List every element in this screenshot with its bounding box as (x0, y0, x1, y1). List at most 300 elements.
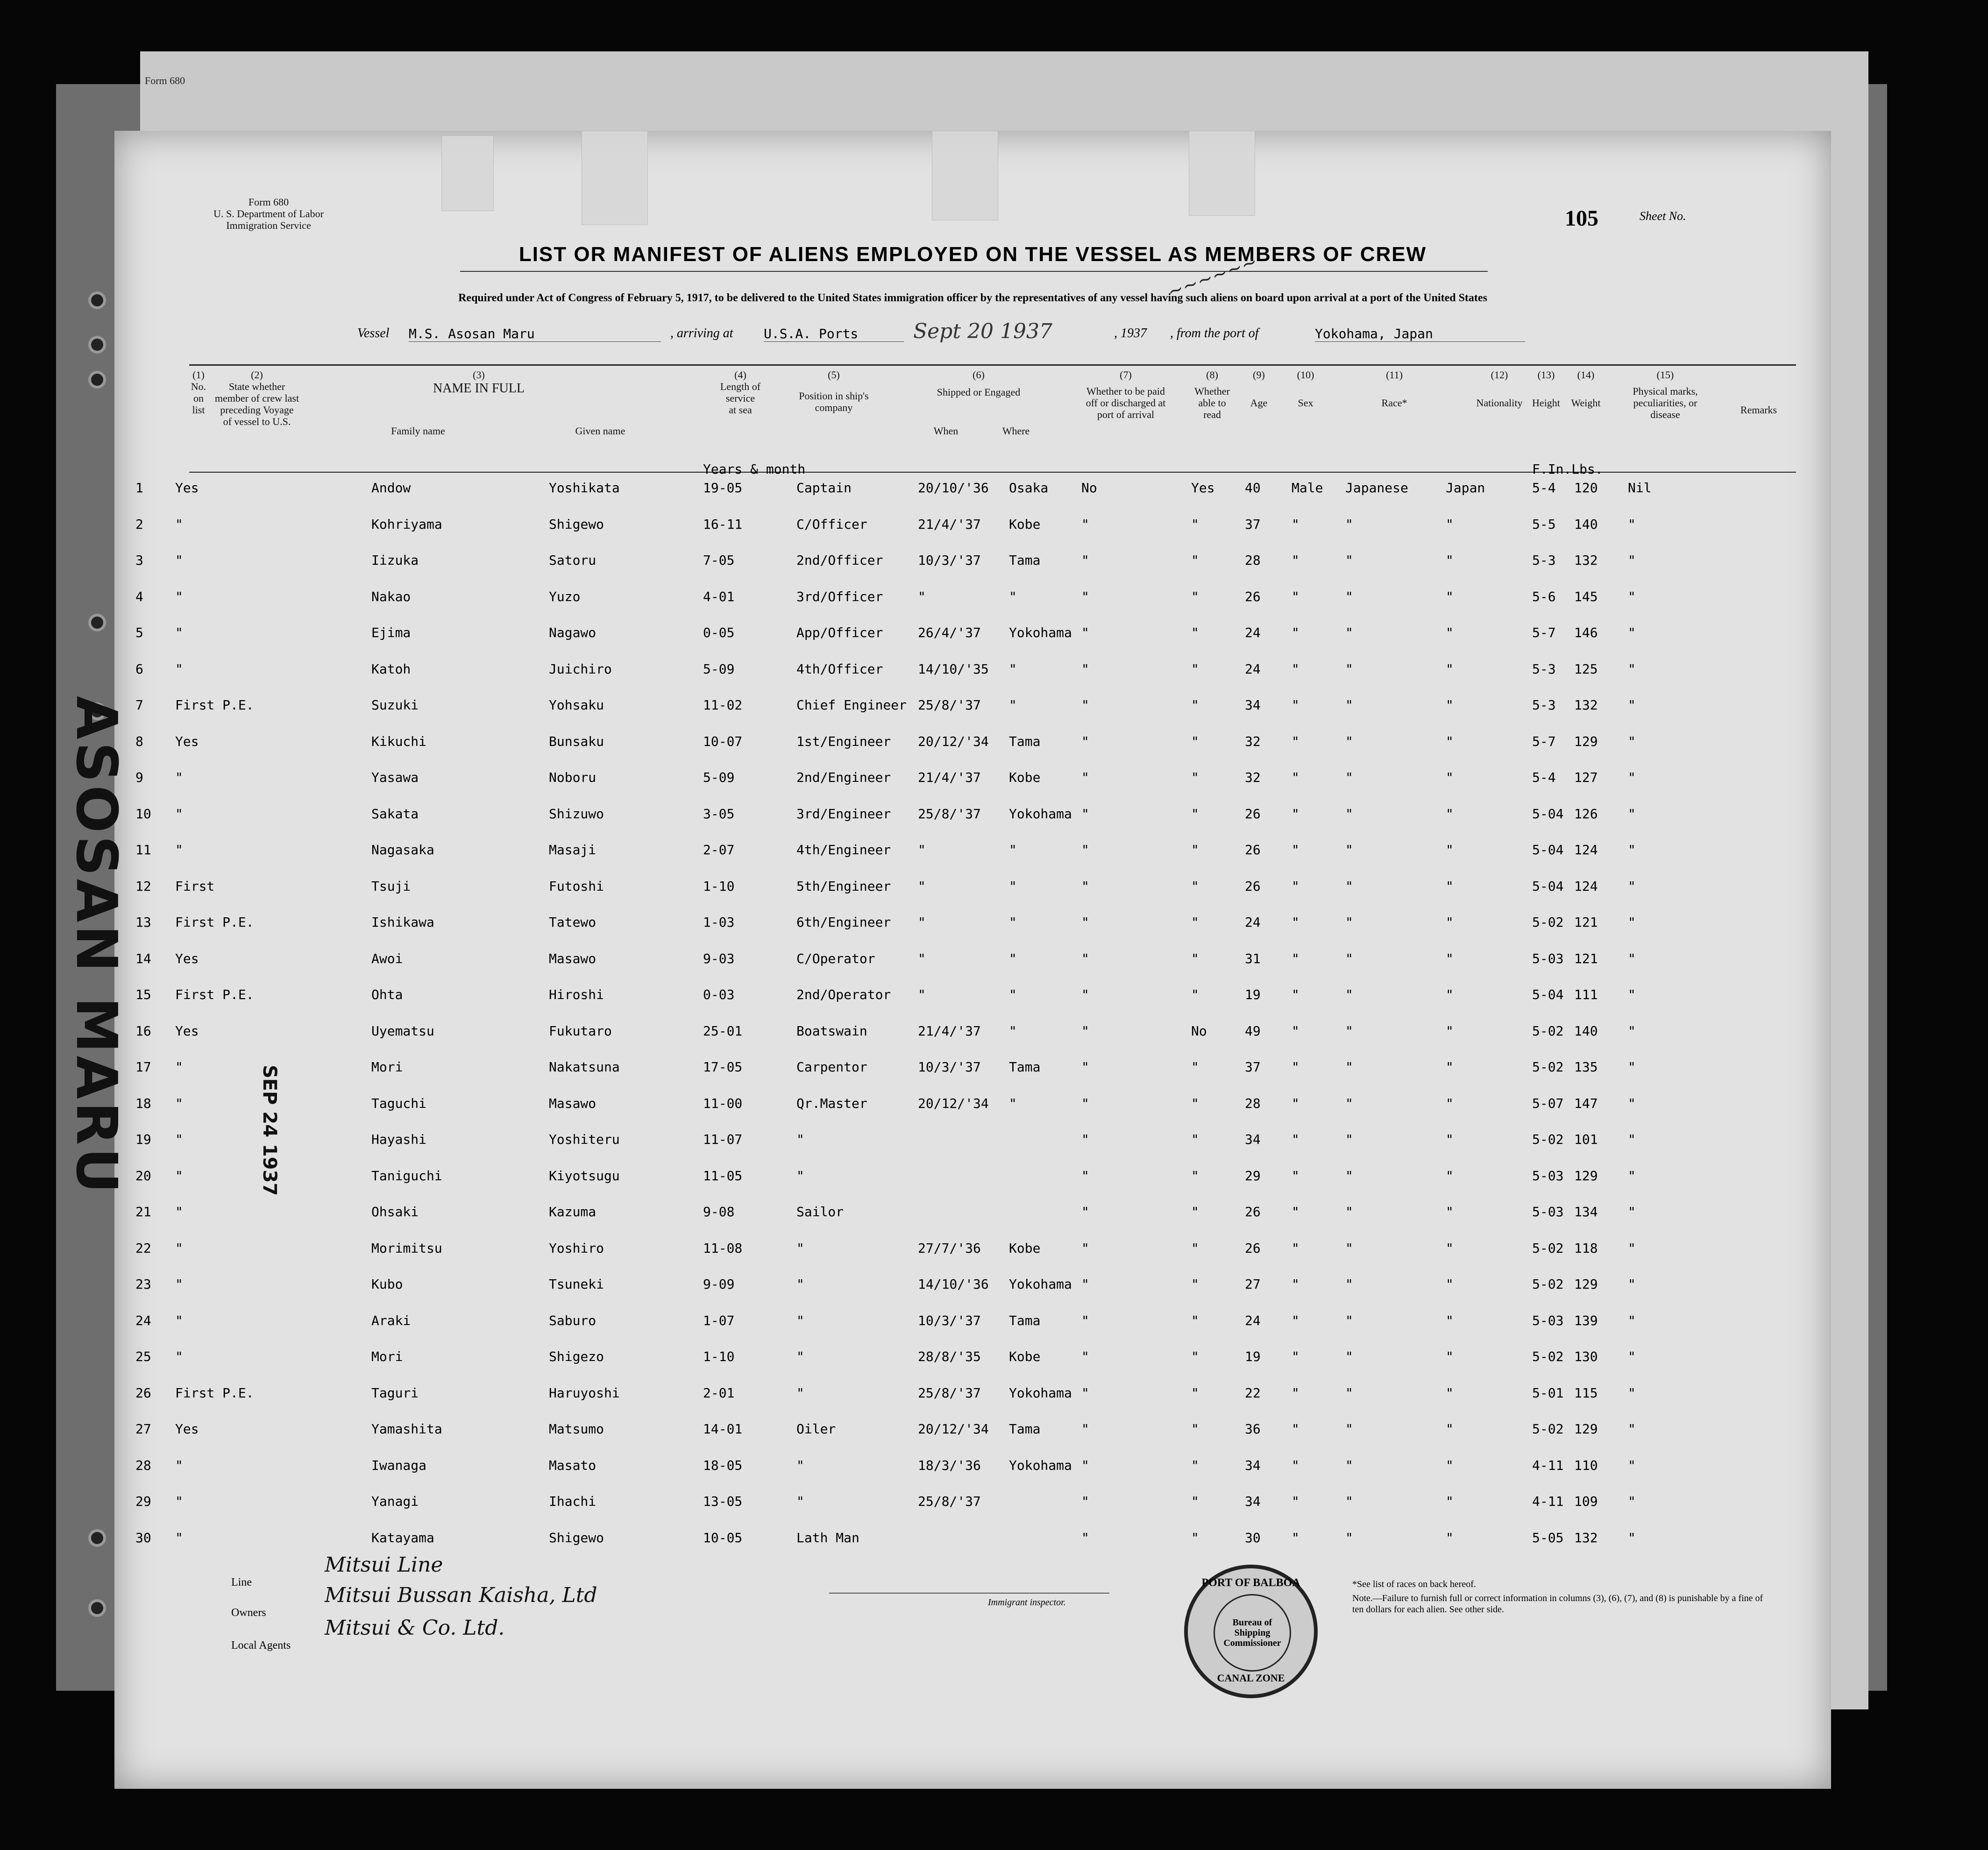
cell-sex: " (1292, 770, 1299, 785)
cell-height: 5-03 (1532, 1168, 1564, 1184)
cell-sex: " (1292, 1457, 1299, 1473)
service: Immigration Service (226, 220, 311, 231)
cell-previous-voyage: First P.E. (175, 914, 254, 930)
cell-position: " (796, 1240, 804, 1256)
table-row (114, 1132, 1831, 1150)
cell-paid-off: " (1081, 770, 1089, 785)
inspector-signature-line (829, 1593, 1109, 1594)
cell-family-name: Morimitsu (371, 1240, 442, 1256)
table-row (114, 1023, 1831, 1042)
cell-age: 24 (1245, 661, 1261, 677)
cell-weight: 118 (1574, 1240, 1598, 1256)
cell-nationality: " (1446, 1204, 1454, 1219)
cell-sex: " (1292, 516, 1299, 532)
cell-height: 5-01 (1532, 1385, 1564, 1401)
tape-strip (1189, 131, 1255, 216)
cell-race: " (1345, 1494, 1353, 1509)
col-race-header: (11) Race* (1381, 369, 1407, 409)
cell-paid-off: " (1081, 516, 1089, 532)
cell-physical-marks: " (1628, 625, 1636, 640)
cell-service-length: 2-01 (703, 1385, 735, 1401)
cell-sex: " (1292, 733, 1299, 749)
cell-previous-voyage: " (175, 1276, 183, 1292)
cell-previous-voyage: Yes (175, 950, 199, 966)
col-weight-header: (14) Weight (1571, 369, 1601, 409)
table-row (114, 987, 1831, 1006)
table-row (114, 661, 1831, 680)
cell-physical-marks: " (1628, 878, 1636, 894)
col-paid-off-header: (7) Whether to be paid off or discharged at port of arrival (1086, 369, 1166, 420)
cell-age: 37 (1245, 516, 1261, 532)
cell-age: 31 (1245, 950, 1261, 966)
cell-shipped-where: " (1009, 1095, 1017, 1111)
cell-service-length: 2-07 (703, 842, 735, 858)
cell-physical-marks: " (1628, 1421, 1636, 1437)
cell-able-to-read: " (1191, 1168, 1199, 1184)
cell-shipped-where: Kobe (1009, 516, 1041, 532)
table-row (114, 480, 1831, 499)
cell-position: " (796, 1132, 804, 1147)
cell-race: " (1345, 661, 1353, 677)
cell-nationality: " (1446, 987, 1454, 1002)
col-nationality-header: (12) Nationality (1476, 369, 1523, 409)
cell-able-to-read: " (1191, 1204, 1199, 1219)
cell-given-name: Masaji (549, 842, 596, 858)
col-remarks-header: Remarks (1740, 404, 1777, 416)
cell-given-name: Yoshikata (549, 480, 620, 496)
cell-service-length: 9-09 (703, 1276, 735, 1292)
cell-age: 29 (1245, 1168, 1261, 1184)
cell-given-name: Hiroshi (549, 987, 604, 1002)
cell-sex: " (1292, 1530, 1299, 1545)
cell-shipped-where: Kobe (1009, 1349, 1041, 1364)
line-label: Line (231, 1576, 252, 1588)
cell-able-to-read: " (1191, 661, 1199, 677)
cell-row-number: 3 (135, 553, 143, 568)
cell-height: 5-7 (1532, 625, 1556, 640)
cell-nationality: " (1446, 770, 1454, 785)
cell-able-to-read: " (1191, 1312, 1199, 1328)
cell-able-to-read: " (1191, 1421, 1199, 1437)
cell-height: 5-3 (1532, 661, 1556, 677)
table-row (114, 951, 1831, 970)
cell-family-name: Awoi (371, 950, 403, 966)
cell-shipped-when: 20/10/'36 (918, 480, 989, 496)
arriving-label: , arriving at (670, 326, 733, 340)
cell-shipped-when: 10/3/'37 (918, 553, 981, 568)
cell-previous-voyage: " (175, 806, 183, 822)
cell-physical-marks: " (1628, 770, 1636, 785)
cell-family-name: Ohsaki (371, 1204, 419, 1219)
cell-height: 5-03 (1532, 1204, 1564, 1219)
cell-sex: " (1292, 588, 1299, 604)
cell-family-name: Ejima (371, 625, 411, 640)
cell-paid-off: No (1081, 480, 1097, 496)
cell-race: " (1345, 697, 1353, 713)
cell-height: 5-07 (1532, 1095, 1564, 1111)
cell-previous-voyage: " (175, 516, 183, 532)
cell-row-number: 19 (135, 1132, 151, 1147)
col-no-header: (1) No. on list (191, 369, 206, 416)
cell-age: 34 (1245, 1457, 1261, 1473)
cell-race: " (1345, 733, 1353, 749)
cell-age: 24 (1245, 625, 1261, 640)
cell-position: Chief Engineer (796, 697, 907, 713)
cell-race: " (1345, 1530, 1353, 1545)
cell-row-number: 6 (135, 661, 143, 677)
cell-service-length: 16-11 (703, 516, 743, 532)
sheet-number: 105 (1565, 206, 1598, 231)
cell-physical-marks: " (1628, 1240, 1636, 1256)
cell-shipped-where: Tama (1009, 553, 1041, 568)
cell-service-length: 0-03 (703, 987, 735, 1002)
cell-row-number: 12 (135, 878, 151, 894)
cell-nationality: " (1446, 516, 1454, 532)
cell-height: 5-4 (1532, 480, 1556, 496)
cell-height: 5-04 (1532, 987, 1564, 1002)
cell-paid-off: " (1081, 1349, 1089, 1364)
cell-race: " (1345, 806, 1353, 822)
cell-previous-voyage: " (175, 770, 183, 785)
cell-race: " (1345, 1132, 1353, 1147)
cell-previous-voyage: " (175, 1312, 183, 1328)
cell-family-name: Mori (371, 1349, 403, 1364)
cell-shipped-when: 20/12/'34 (918, 1421, 989, 1437)
col-age-header: (9) Age (1250, 369, 1268, 409)
cell-sex: " (1292, 697, 1299, 713)
cell-physical-marks: " (1628, 1349, 1636, 1364)
cell-position: Qr.Master (796, 1095, 867, 1111)
cell-position: Carpentor (796, 1059, 867, 1075)
cell-shipped-when: 25/8/'37 (918, 1494, 981, 1509)
cell-age: 40 (1245, 480, 1261, 496)
table-row (114, 914, 1831, 933)
cell-given-name: Kiyotsugu (549, 1168, 620, 1184)
cell-height: 5-05 (1532, 1530, 1564, 1545)
cell-age: 22 (1245, 1385, 1261, 1401)
cell-given-name: Masawo (549, 1095, 596, 1111)
vessel-label: Vessel (357, 326, 390, 340)
cell-sex: " (1292, 950, 1299, 966)
col-family-name-header: Family name (391, 425, 445, 437)
cell-position: 6th/Engineer (796, 914, 891, 930)
cell-able-to-read: " (1191, 553, 1199, 568)
cell-family-name: Kohriyama (371, 516, 442, 532)
cell-family-name: Katayama (371, 1530, 434, 1545)
col-previous-voyage-header: (2) State whether member of crew last preceding Voyage of vessel to U.S. (214, 369, 299, 427)
cell-row-number: 28 (135, 1457, 151, 1473)
margin-handwriting: ~~~~~~ (1164, 250, 1260, 304)
cell-shipped-where: Tama (1009, 733, 1041, 749)
cell-nationality: " (1446, 1385, 1454, 1401)
cell-age: 24 (1245, 1312, 1261, 1328)
cell-weight: 121 (1574, 950, 1598, 966)
cell-given-name: Nagawo (549, 625, 596, 640)
cell-previous-voyage: " (175, 1240, 183, 1256)
cell-service-length: 11-07 (703, 1132, 743, 1147)
cell-weight: 129 (1574, 1168, 1598, 1184)
cell-shipped-when: 20/12/'34 (918, 1095, 989, 1111)
cell-weight: 115 (1574, 1385, 1598, 1401)
cell-paid-off: " (1081, 1494, 1089, 1509)
races-note: *See list of races on back hereof. (1352, 1579, 1476, 1589)
cell-shipped-where: Yokohama (1009, 1385, 1072, 1401)
table-row (114, 625, 1831, 644)
cell-weight: 125 (1574, 661, 1598, 677)
cell-paid-off: " (1081, 1276, 1089, 1292)
cell-previous-voyage: Yes (175, 1421, 199, 1437)
cell-position: Boatswain (796, 1023, 867, 1039)
cell-weight: 132 (1574, 1530, 1598, 1545)
cell-service-length: 11-08 (703, 1240, 743, 1256)
cell-weight: 132 (1574, 553, 1598, 568)
cell-service-length: 14-01 (703, 1421, 743, 1437)
cell-previous-voyage: First (175, 878, 215, 894)
cell-height: 5-4 (1532, 770, 1556, 785)
cell-previous-voyage: " (175, 842, 183, 858)
cell-given-name: Yuzo (549, 588, 581, 604)
cell-paid-off: " (1081, 733, 1089, 749)
cell-shipped-where: Tama (1009, 1059, 1041, 1075)
cell-position: " (796, 1312, 804, 1328)
cell-service-length: 1-03 (703, 914, 735, 930)
cell-shipped-where: " (1009, 661, 1017, 677)
cell-physical-marks: " (1628, 1059, 1636, 1075)
cell-previous-voyage: " (175, 1059, 183, 1075)
cell-previous-voyage: " (175, 1457, 183, 1473)
cell-shipped-when: 14/10/'35 (918, 661, 989, 677)
cell-weight: 134 (1574, 1204, 1598, 1219)
cell-weight: 126 (1574, 806, 1598, 822)
cell-service-length: 11-02 (703, 697, 743, 713)
cell-nationality: " (1446, 1059, 1454, 1075)
cell-row-number: 9 (135, 770, 143, 785)
cell-paid-off: " (1081, 1240, 1089, 1256)
cell-able-to-read: " (1191, 1530, 1199, 1545)
cell-sex: " (1292, 1059, 1299, 1075)
cell-nationality: " (1446, 842, 1454, 858)
cell-able-to-read: " (1191, 625, 1199, 640)
cell-family-name: Uyematsu (371, 1023, 434, 1039)
cell-weight: 139 (1574, 1312, 1598, 1328)
cell-shipped-where: " (1009, 914, 1017, 930)
cell-row-number: 4 (135, 588, 143, 604)
cell-height: 5-03 (1532, 1312, 1564, 1328)
cell-row-number: 26 (135, 1385, 151, 1401)
cell-shipped-when: 25/8/'37 (918, 697, 981, 713)
cell-physical-marks: " (1628, 697, 1636, 713)
cell-given-name: Saburo (549, 1312, 596, 1328)
cell-physical-marks: " (1628, 806, 1636, 822)
cell-shipped-when: " (918, 950, 926, 966)
col-name-header: (3) NAME IN FULL (433, 369, 525, 396)
cell-sex: " (1292, 1168, 1299, 1184)
stamp-bottom-text: CANAL ZONE (1217, 1672, 1285, 1684)
cell-shipped-where: Yokohama (1009, 1276, 1072, 1292)
cell-paid-off: " (1081, 950, 1089, 966)
cell-weight: 129 (1574, 733, 1598, 749)
cell-age: 37 (1245, 1059, 1261, 1075)
cell-service-length: 1-10 (703, 878, 735, 894)
cell-weight: 110 (1574, 1457, 1598, 1473)
cell-able-to-read: " (1191, 950, 1199, 966)
cell-sex: " (1292, 1095, 1299, 1111)
cell-height: 5-02 (1532, 1421, 1564, 1437)
cell-position: 2nd/Officer (796, 553, 883, 568)
cell-physical-marks: " (1628, 1385, 1636, 1401)
cell-sex: " (1292, 1312, 1299, 1328)
cell-service-length: 13-05 (703, 1494, 743, 1509)
cell-able-to-read: Yes (1191, 480, 1215, 496)
cell-position: Lath Man (796, 1530, 859, 1545)
cell-nationality: " (1446, 1421, 1454, 1437)
cell-weight: 124 (1574, 878, 1598, 894)
cell-nationality: " (1446, 1494, 1454, 1509)
cell-sex: " (1292, 1349, 1299, 1364)
cell-previous-voyage: Yes (175, 480, 199, 496)
cell-given-name: Futoshi (549, 878, 604, 894)
cell-race: " (1345, 1059, 1353, 1075)
cell-row-number: 10 (135, 806, 151, 822)
cell-able-to-read: " (1191, 1494, 1199, 1509)
cell-able-to-read: " (1191, 1457, 1199, 1473)
table-row (114, 1204, 1831, 1223)
cell-height: 5-5 (1532, 516, 1556, 532)
cell-given-name: Matsumo (549, 1421, 604, 1437)
cell-family-name: Mori (371, 1059, 403, 1075)
cell-race: " (1345, 1095, 1353, 1111)
cell-given-name: Shigezo (549, 1349, 604, 1364)
cell-nationality: " (1446, 1276, 1454, 1292)
cell-service-length: 3-05 (703, 806, 735, 822)
cell-service-length: 4-01 (703, 588, 735, 604)
cell-paid-off: " (1081, 1312, 1089, 1328)
cell-paid-off: " (1081, 1421, 1089, 1437)
cell-weight: 129 (1574, 1421, 1598, 1437)
cell-service-length: 7-05 (703, 553, 735, 568)
cell-service-length: 18-05 (703, 1457, 743, 1473)
cell-family-name: Sakata (371, 806, 419, 822)
table-row (114, 1458, 1831, 1476)
cell-service-length: 25-01 (703, 1023, 743, 1039)
cell-family-name: Taguri (371, 1385, 419, 1401)
cell-nationality: " (1446, 914, 1454, 930)
cell-previous-voyage: " (175, 588, 183, 604)
form-block (208, 196, 329, 231)
cell-family-name: Taguchi (371, 1095, 427, 1111)
cell-row-number: 7 (135, 697, 143, 713)
cell-service-length: 9-03 (703, 950, 735, 966)
cell-able-to-read: " (1191, 1240, 1199, 1256)
cell-shipped-when: 14/10/'36 (918, 1276, 989, 1292)
cell-given-name: Noboru (549, 770, 596, 785)
cell-sex: Male (1292, 480, 1323, 496)
cell-row-number: 22 (135, 1240, 151, 1256)
cell-able-to-read: " (1191, 914, 1199, 930)
cell-shipped-where: Kobe (1009, 1240, 1041, 1256)
cell-weight: 111 (1574, 987, 1598, 1002)
table-row (114, 842, 1831, 861)
cell-shipped-where: " (1009, 950, 1017, 966)
cell-service-length: 9-08 (703, 1204, 735, 1219)
cell-physical-marks: " (1628, 661, 1636, 677)
units-label: F.In.Lbs. (1532, 461, 1603, 477)
cell-race: Japanese (1345, 480, 1408, 496)
cell-paid-off: " (1081, 1385, 1089, 1401)
cell-row-number: 23 (135, 1276, 151, 1292)
cell-previous-voyage: " (175, 1494, 183, 1509)
cell-shipped-where: " (1009, 842, 1017, 858)
cell-row-number: 1 (135, 480, 143, 496)
cell-given-name: Ihachi (549, 1494, 596, 1509)
cell-shipped-when: " (918, 588, 926, 604)
cell-shipped-where: " (1009, 588, 1017, 604)
cell-nationality: " (1446, 588, 1454, 604)
cell-family-name: Nakao (371, 588, 411, 604)
table-row (114, 879, 1831, 897)
cell-row-number: 2 (135, 516, 143, 532)
inspector-label: Immigrant inspector. (988, 1597, 1066, 1608)
cell-physical-marks: " (1628, 516, 1636, 532)
cell-height: 5-02 (1532, 914, 1564, 930)
cell-previous-voyage: " (175, 1095, 183, 1111)
cell-previous-voyage: " (175, 1349, 183, 1364)
page-subtitle: Required under Act of Congress of February 5, 1917, to be delivered to the United States immigration officer by the representatives of any vessel having such aliens on board upon arrival at a port of the United States (458, 292, 1487, 304)
cell-given-name: Juichiro (549, 661, 612, 677)
cell-physical-marks: " (1628, 1023, 1636, 1039)
cell-previous-voyage: Yes (175, 733, 199, 749)
cell-paid-off: " (1081, 588, 1089, 604)
cell-shipped-when: 10/3/'37 (918, 1312, 981, 1328)
tape-strip (582, 131, 648, 225)
cell-position: 3rd/Engineer (796, 806, 891, 822)
cell-paid-off: " (1081, 1530, 1089, 1545)
cell-row-number: 11 (135, 842, 151, 858)
cell-family-name: Yamashita (371, 1421, 442, 1437)
cell-weight: 127 (1574, 770, 1598, 785)
col-when-header: When (933, 425, 958, 437)
col-read-header: (8) Whether able to read (1194, 369, 1230, 420)
cell-height: 5-02 (1532, 1023, 1564, 1039)
cell-weight: 121 (1574, 914, 1598, 930)
col-given-name-header: Given name (575, 425, 625, 437)
side-handwritten-vessel-name: ASOSAN MARU (64, 696, 128, 1196)
cell-position: 5th/Engineer (796, 878, 891, 894)
cell-previous-voyage: " (175, 1530, 183, 1545)
col-where-header: Where (1002, 425, 1030, 437)
cell-position: 2nd/Engineer (796, 770, 891, 785)
cell-paid-off: " (1081, 1132, 1089, 1147)
cell-able-to-read: " (1191, 1276, 1199, 1292)
cell-weight: 146 (1574, 625, 1598, 640)
cell-age: 26 (1245, 1240, 1261, 1256)
cell-shipped-when: " (918, 987, 926, 1002)
cell-sex: " (1292, 842, 1299, 858)
cell-sex: " (1292, 987, 1299, 1002)
cell-able-to-read: " (1191, 987, 1199, 1002)
cell-physical-marks: " (1628, 1457, 1636, 1473)
cell-able-to-read: " (1191, 1349, 1199, 1364)
col-height-header: (13) Height (1532, 369, 1560, 409)
table-row (114, 734, 1831, 752)
cell-family-name: Nagasaka (371, 842, 434, 858)
cell-shipped-where: Tama (1009, 1421, 1041, 1437)
cell-row-number: 16 (135, 1023, 151, 1039)
cell-age: 30 (1245, 1530, 1261, 1545)
cell-position: 4th/Officer (796, 661, 883, 677)
cell-nationality: " (1446, 733, 1454, 749)
cell-physical-marks: " (1628, 588, 1636, 604)
